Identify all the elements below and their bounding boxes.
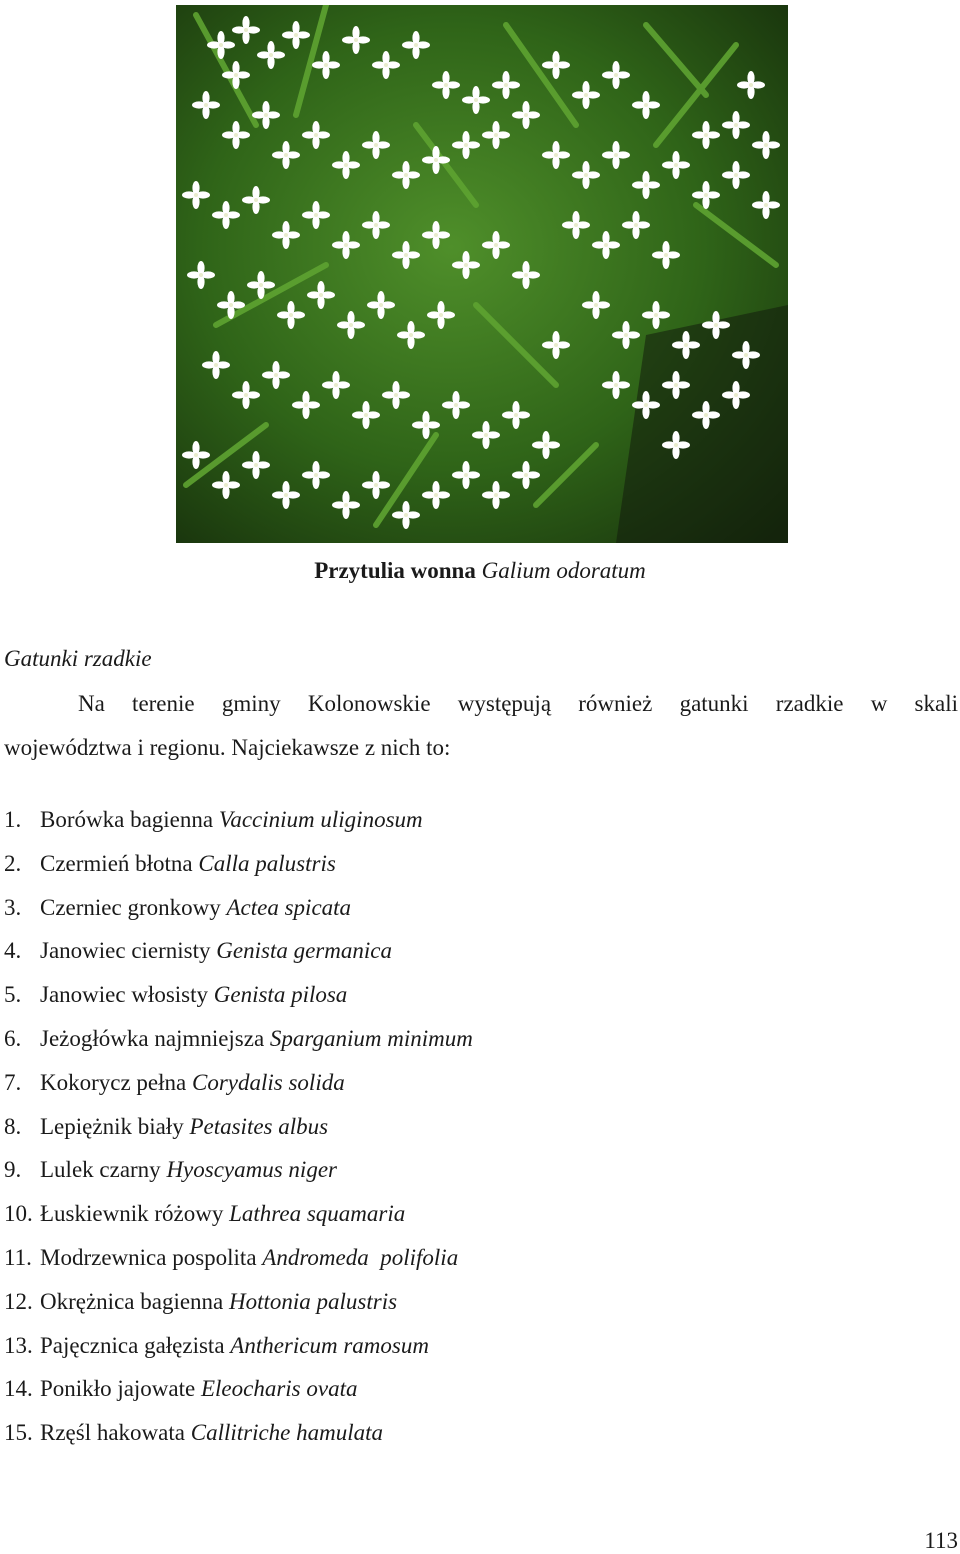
list-item: 1. Borówka bagienna Vaccinium uliginosum (4, 807, 423, 832)
species-list (4, 806, 473, 1463)
page-number: 113 (924, 1528, 958, 1553)
caption-name-pl: Przytulia wonna (314, 558, 476, 583)
paragraph-line-1: Na terenie gminy Kolonowskie występują również gatunki rzadkie w skali (78, 691, 958, 716)
list-item: 15. Rzęśl hakowata Callitriche hamulata (4, 1420, 384, 1446)
list-item: 6. Jeżogłówka najmniejsza Sparganium minimum (4, 1025, 473, 1051)
list-item: 2. Czermień błotna Calla palustris (4, 850, 336, 876)
flower-photo (176, 5, 788, 543)
list-item: 3. Czerniec gronkowy Actea spicata (4, 894, 352, 920)
list-item: 12. Okrężnica bagienna Hottonia palustris (4, 1288, 398, 1314)
paragraph-line-2: województwa i regionu. Najciekawsze z nich to: (4, 735, 451, 760)
caption-name-latin: Galium odoratum (481, 558, 646, 583)
list-item: 14. Ponikło jajowate Eleocharis ovata (4, 1376, 358, 1402)
list-item: 13. Pajęcznica gałęzista Anthericum ramosum (4, 1332, 429, 1358)
list-item: 4. Janowiec ciernisty Genista germanica (4, 938, 392, 964)
list-item: 11. Modrzewnica pospolita Andromeda polifolia (4, 1244, 459, 1270)
list-item: 7. Kokorycz pełna Corydalis solida (4, 1069, 345, 1095)
section-heading: Gatunki rzadkie (4, 646, 152, 671)
list-item: 10. Łuskiewnik różowy Lathrea squamaria (4, 1201, 406, 1227)
list-item: 5. Janowiec włosisty Genista pilosa (4, 982, 348, 1008)
list-item: 9. Lulek czarny Hyoscyamus niger (4, 1157, 337, 1183)
figure-caption (0, 558, 960, 584)
list-item: 8. Lepiężnik biały Petasites albus (4, 1113, 329, 1139)
